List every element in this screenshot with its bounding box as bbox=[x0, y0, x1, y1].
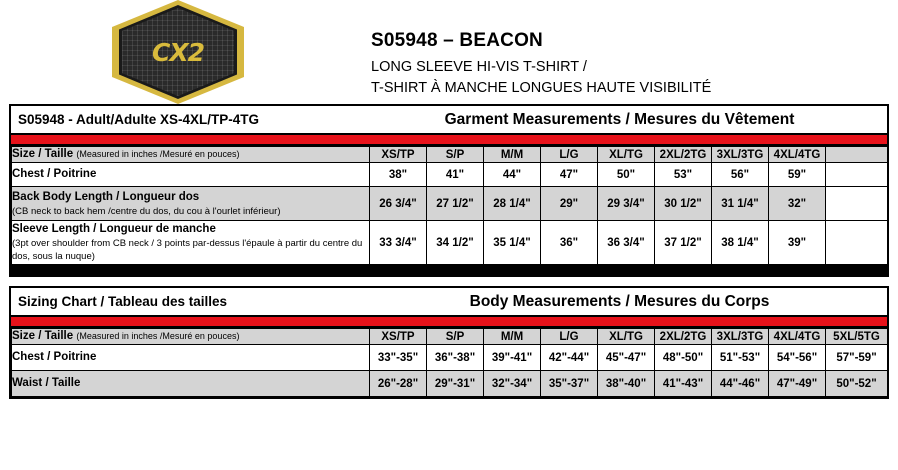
measurement-value: 47" bbox=[541, 163, 598, 187]
measurement-note: (CB neck to back hem /centre du dos, du cou à l'ourlet inférieur) bbox=[12, 205, 281, 217]
red-divider-bar-2 bbox=[11, 317, 887, 328]
brand-logo bbox=[112, 0, 244, 104]
measurement-value: 35 1/4" bbox=[484, 221, 541, 265]
size-header-label bbox=[12, 329, 370, 345]
size-column-header: 2XL/2TG bbox=[655, 329, 712, 345]
style-code-title: S05948 – BEACON bbox=[371, 30, 543, 51]
measurement-value: 35"-37" bbox=[541, 371, 598, 397]
measurement-label bbox=[12, 345, 370, 371]
measurement-value: 33 3/4" bbox=[370, 221, 427, 265]
measurement-value: 36 3/4" bbox=[598, 221, 655, 265]
body-table-header bbox=[11, 288, 887, 317]
measurement-label bbox=[12, 221, 370, 265]
body-measurements-table bbox=[9, 286, 889, 399]
measurement-value: 36" bbox=[541, 221, 598, 265]
measurement-label bbox=[12, 371, 370, 397]
measurement-value: 41" bbox=[427, 163, 484, 187]
measurement-value: 29"-31" bbox=[427, 371, 484, 397]
measurement-value: 53" bbox=[655, 163, 712, 187]
body-table-title-right: Body Measurements / Mesures du Corps bbox=[469, 292, 770, 310]
document-header bbox=[0, 0, 898, 104]
measurement-value: 27 1/2" bbox=[427, 187, 484, 221]
measurement-value: 30 1/2" bbox=[655, 187, 712, 221]
measurement-value: 44" bbox=[484, 163, 541, 187]
size-column-header bbox=[826, 147, 888, 163]
measurement-label bbox=[12, 187, 370, 221]
size-label: Size / Taille bbox=[12, 330, 74, 342]
black-separator-bar bbox=[9, 267, 889, 277]
measurement-note: (3pt over shoulder from CB neck / 3 points par-dessus l'épaule à partir du centre du dos, sous la nuque) bbox=[12, 238, 363, 262]
size-column-header: 3XL/3TG bbox=[712, 329, 769, 345]
measurement-name: Chest / Poitrine bbox=[12, 351, 97, 363]
measurement-value: 59" bbox=[769, 163, 826, 187]
table-row bbox=[12, 371, 888, 397]
size-column-header: M/M bbox=[484, 329, 541, 345]
measurement-value: 34 1/2" bbox=[427, 221, 484, 265]
measurement-value bbox=[826, 221, 888, 265]
size-column-header: S/P bbox=[427, 147, 484, 163]
size-header-label bbox=[12, 147, 370, 163]
logo-wordmark: CX2 bbox=[151, 38, 205, 67]
section-gap bbox=[0, 277, 898, 286]
size-note: (Measured in inches /Mesuré en pouces) bbox=[76, 149, 240, 159]
measurement-value: 26"-28" bbox=[370, 371, 427, 397]
size-column-header: XL/TG bbox=[598, 147, 655, 163]
table-row bbox=[12, 187, 888, 221]
size-column-header: S/P bbox=[427, 329, 484, 345]
measurement-value: 32"-34" bbox=[484, 371, 541, 397]
size-column-header: 2XL/2TG bbox=[655, 147, 712, 163]
size-column-header: 4XL/4TG bbox=[769, 147, 826, 163]
measurement-value: 51"-53" bbox=[712, 345, 769, 371]
measurement-value: 28 1/4" bbox=[484, 187, 541, 221]
size-column-header: L/G bbox=[541, 147, 598, 163]
garment-measurements-table bbox=[9, 104, 889, 267]
product-description-fr: T-SHIRT À MANCHE LONGUES HAUTE VISIBILITÉ bbox=[371, 80, 712, 96]
table-row bbox=[12, 221, 888, 265]
size-column-header: XS/TP bbox=[370, 147, 427, 163]
measurement-value: 36"-38" bbox=[427, 345, 484, 371]
measurement-value: 31 1/4" bbox=[712, 187, 769, 221]
table-row bbox=[12, 345, 888, 371]
measurement-value: 54"-56" bbox=[769, 345, 826, 371]
size-column-header: L/G bbox=[541, 329, 598, 345]
measurement-value: 57"-59" bbox=[826, 345, 888, 371]
measurement-value: 38 1/4" bbox=[712, 221, 769, 265]
size-column-header: 5XL/5TG bbox=[826, 329, 888, 345]
measurement-value: 37 1/2" bbox=[655, 221, 712, 265]
measurement-value: 32" bbox=[769, 187, 826, 221]
measurement-name: Chest / Poitrine bbox=[12, 168, 97, 180]
measurement-value: 48"-50" bbox=[655, 345, 712, 371]
measurement-name: Back Body Length / Longueur dos bbox=[12, 190, 200, 203]
measurement-value: 56" bbox=[712, 163, 769, 187]
table-row bbox=[12, 163, 888, 187]
garment-table-title-left: S05948 - Adult/Adulte XS-4XL/TP-4TG bbox=[18, 112, 260, 127]
measurement-value: 50" bbox=[598, 163, 655, 187]
measurement-value: 33"-35" bbox=[370, 345, 427, 371]
measurement-value: 38"-40" bbox=[598, 371, 655, 397]
measurement-value bbox=[826, 163, 888, 187]
size-column-header: M/M bbox=[484, 147, 541, 163]
size-header-row bbox=[12, 329, 888, 345]
size-column-header: XS/TP bbox=[370, 329, 427, 345]
size-header-row bbox=[12, 147, 888, 163]
measurement-value: 29 3/4" bbox=[598, 187, 655, 221]
body-table-title-left: Sizing Chart / Tableau des tailles bbox=[18, 294, 228, 309]
title-block bbox=[371, 30, 711, 99]
garment-size-table bbox=[11, 146, 888, 265]
measurement-value: 45"-47" bbox=[598, 345, 655, 371]
size-column-header: 4XL/4TG bbox=[769, 329, 826, 345]
garment-table-title-right: Garment Measurements / Mesures du Vêtement bbox=[444, 110, 795, 128]
measurement-value: 44"-46" bbox=[712, 371, 769, 397]
measurement-value: 47"-49" bbox=[769, 371, 826, 397]
measurement-value: 26 3/4" bbox=[370, 187, 427, 221]
measurement-value: 50"-52" bbox=[826, 371, 888, 397]
measurement-value: 41"-43" bbox=[655, 371, 712, 397]
size-label: Size / Taille bbox=[12, 148, 74, 160]
size-column-header: XL/TG bbox=[598, 329, 655, 345]
product-description-en: LONG SLEEVE HI-VIS T-SHIRT / bbox=[371, 59, 587, 75]
red-divider-bar bbox=[11, 135, 887, 146]
garment-table-header bbox=[11, 106, 887, 135]
measurement-value bbox=[826, 187, 888, 221]
measurement-value: 39" bbox=[769, 221, 826, 265]
body-size-table bbox=[11, 328, 888, 397]
measurement-name: Waist / Taille bbox=[12, 377, 81, 389]
size-note: (Measured in inches /Mesuré en pouces) bbox=[76, 331, 240, 341]
measurement-value: 38" bbox=[370, 163, 427, 187]
measurement-name: Sleeve Length / Longueur de manche bbox=[12, 223, 216, 235]
measurement-value: 39"-41" bbox=[484, 345, 541, 371]
measurement-label bbox=[12, 163, 370, 187]
measurement-value: 29" bbox=[541, 187, 598, 221]
size-column-header: 3XL/3TG bbox=[712, 147, 769, 163]
measurement-value: 42"-44" bbox=[541, 345, 598, 371]
